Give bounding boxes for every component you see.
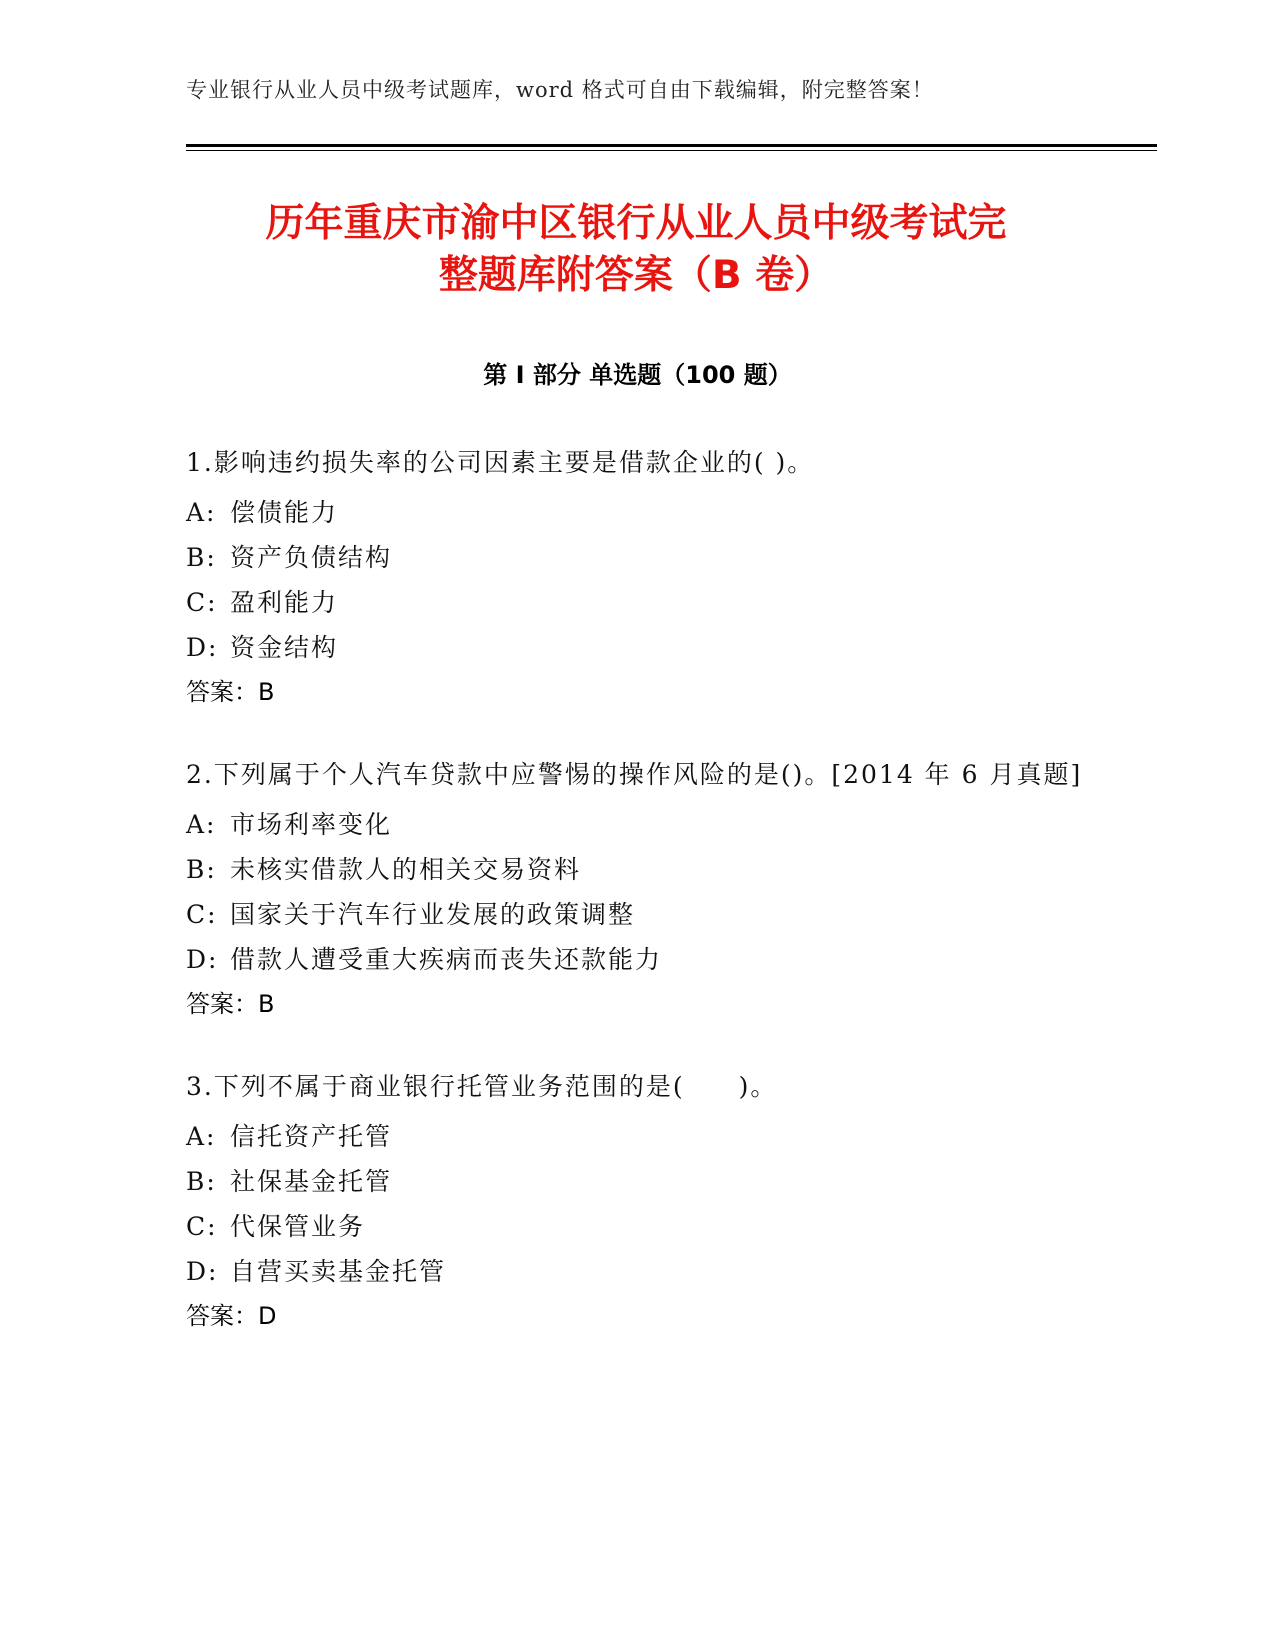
option-text: 信托资产托管 — [230, 1122, 393, 1151]
header-note: 专业银行从业人员中级考试题库，word 格式可自由下载编辑，附完整答案！ — [186, 78, 934, 102]
option-text: 资产负债结构 — [230, 543, 393, 572]
option-d — [186, 625, 1086, 670]
option-text: 借款人遭受重大疾病而丧失还款能力 — [230, 945, 663, 974]
option-b — [186, 535, 1086, 580]
question-3 — [186, 1070, 1086, 1339]
option-a — [186, 802, 1086, 847]
option-c — [186, 1204, 1086, 1249]
option-label: A: — [186, 498, 217, 527]
option-label: D: — [186, 633, 219, 662]
option-text: 代保管业务 — [230, 1212, 366, 1241]
question-1 — [186, 446, 1086, 715]
question-2 — [186, 758, 1086, 1027]
title-line-2: 整题库附答案（B 卷） — [438, 253, 834, 298]
option-text: 自营买卖基金托管 — [230, 1257, 447, 1286]
option-text: 资金结构 — [230, 633, 339, 662]
option-label: C: — [186, 1212, 218, 1241]
option-label: A: — [186, 1122, 217, 1151]
option-label: A: — [186, 810, 217, 839]
question-stem: 2.下列属于个人汽车贷款中应警惕的操作风险的是()。[2014 年 6 月真题] — [186, 760, 1083, 789]
answer: 答案：B — [186, 678, 275, 706]
option-a — [186, 1114, 1086, 1159]
option-label: B: — [186, 1167, 217, 1196]
question-stem: 3.下列不属于商业银行托管业务范围的是( )。 — [186, 1072, 778, 1101]
option-a — [186, 490, 1086, 535]
option-b — [186, 847, 1086, 892]
header-divider-thin — [186, 150, 1157, 151]
option-label: C: — [186, 588, 218, 617]
option-d — [186, 937, 1086, 982]
option-text: 国家关于汽车行业发展的政策调整 — [230, 900, 636, 929]
document-title — [186, 198, 1086, 302]
option-text: 市场利率变化 — [230, 810, 393, 839]
section-heading: 第 I 部分 单选题（100 题） — [483, 361, 792, 389]
option-text: 社保基金托管 — [230, 1167, 393, 1196]
option-c — [186, 892, 1086, 937]
answer: 答案：D — [186, 1302, 277, 1330]
option-text: 盈利能力 — [230, 588, 339, 617]
question-stem: 1.影响违约损失率的公司因素主要是借款企业的( )。 — [186, 448, 815, 477]
option-d — [186, 1249, 1086, 1294]
option-label: C: — [186, 900, 218, 929]
option-text: 偿债能力 — [230, 498, 339, 527]
option-text: 未核实借款人的相关交易资料 — [230, 855, 582, 884]
option-b — [186, 1159, 1086, 1204]
option-label: D: — [186, 1257, 219, 1286]
option-c — [186, 580, 1086, 625]
option-label: D: — [186, 945, 219, 974]
title-line-1: 历年重庆市渝中区银行从业人员中级考试完 — [265, 201, 1007, 246]
option-label: B: — [186, 855, 217, 884]
header-divider-thick — [186, 144, 1157, 147]
answer: 答案：B — [186, 990, 275, 1018]
option-label: B: — [186, 543, 217, 572]
question-list — [186, 446, 1086, 1382]
